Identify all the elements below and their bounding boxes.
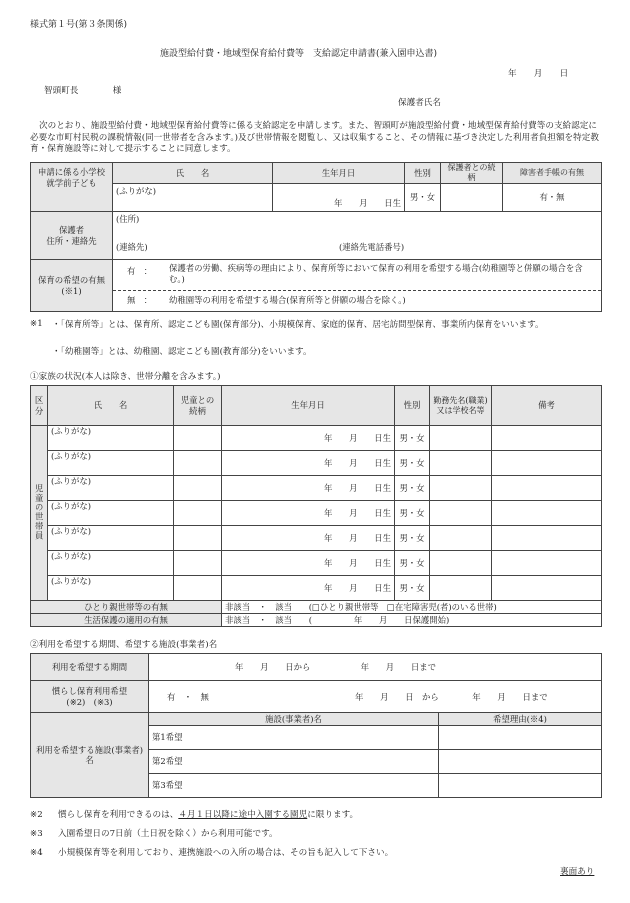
single-parent-label: ひとり親世帯等の有無: [31, 601, 222, 614]
table-row: [31, 551, 602, 576]
member-sex[interactable]: 男・女: [395, 476, 430, 501]
reason-header: 希望理由(※4): [439, 713, 602, 726]
form-title: 施設型給付費・地域型保育給付費等 支給認定申請書(兼入園申込書): [160, 49, 438, 59]
member-work[interactable]: [430, 501, 492, 526]
member-name[interactable]: (ふりがな): [48, 576, 174, 601]
facility-choice-1[interactable]: 第1希望: [149, 726, 439, 750]
member-sex[interactable]: 男・女: [395, 451, 430, 476]
phone-label: (連絡先電話番号): [339, 242, 405, 252]
consent-text: 次のとおり、施設型給付費・地域型保育給付費等に係る支給認定を申請します。また、智頭町が施設型給付費・地域型保育給付費等の支給認定に必要な市町村民税の課税情報(同一世帯者を含みます。)及び世帯情報を閲覧し、又は収集すること、その情報に基づき決定した利用者負担額を特定教育・保育施設等に対して提示することに同意します。: [30, 121, 599, 155]
child-dob-field[interactable]: 年 月 日生: [273, 184, 405, 212]
facility-label: 利用を希望する施設(事業者)名: [31, 713, 149, 798]
transition-choice[interactable]: 有 ・ 無: [167, 692, 209, 702]
table-row: [31, 576, 602, 601]
col-work: 勤務先名(職業)又は学校名等: [430, 386, 492, 426]
member-sex[interactable]: 男・女: [395, 551, 430, 576]
member-relation[interactable]: [174, 476, 222, 501]
guardian-label: 保護者 住所・連絡先: [31, 212, 113, 260]
table-row: [31, 476, 602, 501]
facility-header: 施設(事業者)名: [149, 713, 439, 726]
reason-choice-2[interactable]: [439, 750, 602, 774]
member-note[interactable]: [492, 426, 602, 451]
child-relation-field[interactable]: [441, 184, 503, 212]
preference-label: 保育の希望の有無(※1): [31, 260, 113, 312]
member-name[interactable]: (ふりがな): [48, 476, 174, 501]
table-row: [31, 426, 602, 451]
sex-header: 性別: [405, 163, 441, 184]
form-number: 様式第１号(第３条関係): [30, 20, 128, 30]
usage-heading: ②利用を希望する期間、希望する施設(事業者)名: [30, 640, 218, 650]
note1-line1: ・「保育所等」とは、保育所、認定こども園(保育部分)、小規模保育、家庭的保育、居宅訪問型保育、事業所内保育をいいます。: [52, 320, 544, 330]
preference-yes-text: 保護者の労働、疾病等の理由により、保育所等において保育の利用を希望する場合(幼稚園等と併願の場合を含む。): [169, 263, 583, 285]
period-label: 利用を希望する期間: [31, 654, 149, 681]
member-sex[interactable]: 男・女: [395, 526, 430, 551]
member-work[interactable]: [430, 551, 492, 576]
col-kubun: 区分: [31, 386, 48, 426]
welfare-label: 生活保護の適用の有無: [31, 614, 222, 627]
member-dob[interactable]: 年 月 日生: [222, 576, 395, 601]
member-relation[interactable]: [174, 551, 222, 576]
member-relation[interactable]: [174, 526, 222, 551]
member-name[interactable]: (ふりがな): [48, 551, 174, 576]
member-work[interactable]: [430, 526, 492, 551]
member-relation[interactable]: [174, 451, 222, 476]
welfare-field[interactable]: 非該当 ・ 該当 ( 年 月 日保護開始): [222, 614, 602, 627]
addressee: 智頭町長 様: [44, 86, 122, 96]
preference-no[interactable]: 無 ：: [127, 295, 153, 305]
member-work[interactable]: [430, 476, 492, 501]
member-name[interactable]: (ふりがな): [48, 426, 174, 451]
address-label: (住所): [116, 214, 140, 224]
disability-header: 障害者手帳の有無: [503, 163, 602, 184]
note4-text: 小規模保育等を利用しており、連携施設への入所の場合は、その旨も記入して下さい。: [58, 848, 394, 858]
member-note[interactable]: [492, 576, 602, 601]
member-name[interactable]: (ふりがな): [48, 451, 174, 476]
preference-yes[interactable]: 有 ：: [127, 266, 153, 276]
furigana-label: (ふりがな): [116, 186, 157, 196]
family-heading: ①家族の状況(本人は除き、世帯分離を含みます。): [30, 372, 221, 382]
contact-label: (連絡先): [116, 242, 148, 252]
period-field[interactable]: 年 月 日から 年 月 日まで: [149, 654, 602, 681]
table-row: [31, 526, 602, 551]
member-dob[interactable]: 年 月 日生: [222, 426, 395, 451]
preference-no-text: 幼稚園等の利用を希望する場合(保育所等と併願の場合を除く。): [169, 295, 406, 305]
transition-notes: (※2) (※3): [66, 696, 113, 707]
member-note[interactable]: [492, 526, 602, 551]
member-relation[interactable]: [174, 426, 222, 451]
transition-field[interactable]: [149, 681, 602, 713]
note2-text: 慣らし保育を利用できるのは、４月１日以降に途中入園する園児に限ります。: [58, 810, 359, 820]
col-note: 備考: [492, 386, 602, 426]
member-sex[interactable]: 男・女: [395, 576, 430, 601]
transition-label: 慣らし保育利用希望: [51, 686, 128, 696]
child-sex-field[interactable]: 男・女: [405, 184, 441, 212]
member-note[interactable]: [492, 501, 602, 526]
member-name[interactable]: (ふりがな): [48, 526, 174, 551]
member-note[interactable]: [492, 551, 602, 576]
preference-field[interactable]: [113, 260, 602, 312]
member-work[interactable]: [430, 426, 492, 451]
member-relation[interactable]: [174, 501, 222, 526]
col-relation: 児童との続柄: [174, 386, 222, 426]
member-dob[interactable]: 年 月 日生: [222, 526, 395, 551]
col-name: 氏 名: [48, 386, 174, 426]
family-table: [30, 385, 602, 627]
guardian-address-field[interactable]: [113, 212, 602, 260]
note1-mark: ※1: [30, 319, 43, 329]
member-dob[interactable]: 年 月 日生: [222, 501, 395, 526]
child-disability-field[interactable]: 有・無: [503, 184, 602, 212]
transition-label-cell: [31, 681, 149, 713]
usage-table: [30, 653, 602, 798]
member-dob[interactable]: 年 月 日生: [222, 551, 395, 576]
note4-mark: ※4: [30, 848, 43, 858]
note3-text: 入園希望日の7日前（土日祝を除く）から利用可能です。: [58, 829, 278, 839]
facility-choice-2[interactable]: 第2希望: [149, 750, 439, 774]
reason-choice-3[interactable]: [439, 774, 602, 798]
application-date: 年 月 日: [508, 69, 569, 79]
table-row: [31, 501, 602, 526]
member-sex[interactable]: 男・女: [395, 501, 430, 526]
col-dob: 生年月日: [222, 386, 395, 426]
note1-line2: ・「幼稚園等」とは、幼稚園、認定こども園(教育部分)をいいます。: [52, 347, 312, 357]
dob-header: 生年月日: [273, 163, 405, 184]
member-name[interactable]: (ふりがな): [48, 501, 174, 526]
single-parent-field[interactable]: 非該当 ・ 該当 (□ひとり親世帯等 □在宅障害児(者)のいる世帯): [222, 601, 602, 614]
household-side-label: 児童の世帯員: [34, 483, 45, 540]
member-work[interactable]: [430, 451, 492, 476]
child-row-label: 申請に係る小学校就学前子ども: [31, 163, 113, 212]
reverse-note: 裏面あり: [560, 867, 595, 877]
reason-choice-1[interactable]: [439, 726, 602, 750]
member-dob[interactable]: 年 月 日生: [222, 476, 395, 501]
relation-header: 保護者との続柄: [441, 163, 503, 184]
name-header: 氏 名: [113, 163, 273, 184]
member-work[interactable]: [430, 576, 492, 601]
child-name-field[interactable]: [113, 184, 273, 212]
col-sex: 性別: [395, 386, 430, 426]
applicant-table: [30, 162, 602, 312]
table-row: [31, 451, 602, 476]
facility-choice-3[interactable]: 第3希望: [149, 774, 439, 798]
member-dob[interactable]: 年 月 日生: [222, 451, 395, 476]
member-note[interactable]: [492, 476, 602, 501]
guardian-name-label: 保護者氏名: [398, 98, 441, 108]
note3-mark: ※3: [30, 829, 43, 839]
member-note[interactable]: [492, 451, 602, 476]
note2-mark: ※2: [30, 810, 43, 820]
transition-period[interactable]: 年 月 日 から 年 月 日まで: [355, 692, 548, 702]
member-relation[interactable]: [174, 576, 222, 601]
member-sex[interactable]: 男・女: [395, 426, 430, 451]
